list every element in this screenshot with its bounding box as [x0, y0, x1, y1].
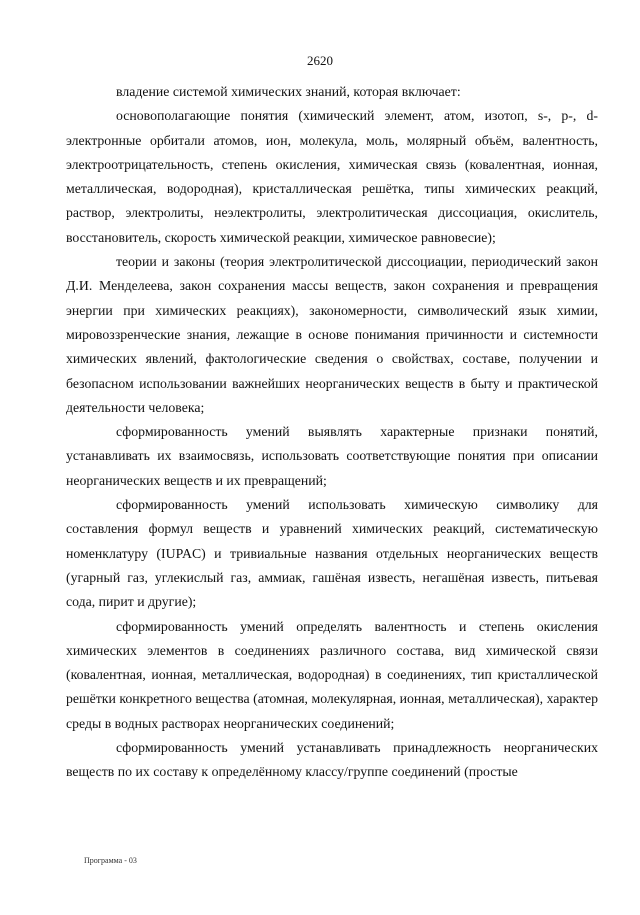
paragraph-basic-concepts: основополагающие понятия (химический элемент, атом, изотоп, s-, p-, d-электронные орбитали атомов, ион, молекула, моль, молярный объём, валентность, электроотрицательность, степень окисления, химическая связь (ковалентная, ионная, металлическая, водородная), кристаллическая решётка, типы химических реакций, раствор, электролиты, неэлектролиты, электролитическая диссоциация, окислитель, восстановитель, скорость химической реакции, химическое равновесие); — [66, 108, 598, 245]
body-text — [66, 80, 598, 785]
paragraph-intro: владение системой химических знаний, которая включает: — [116, 84, 461, 99]
page-number: 2620 — [307, 53, 333, 68]
paragraph-theories-laws: теории и законы (теория электролитической диссоциации, периодический закон Д.И. Менделеева, закон сохранения массы веществ, закон сохранения и превращения энергии при химических реакциях), закономерности, символический язык химии, мировоззренческие знания, лежащие в основе понимания причинности и системности химических явлений, фактологические сведения о свойствах, составе, получении и безопасном использовании важнейших неорганических веществ в быту и практической деятельности человека; — [66, 254, 598, 415]
paragraph-identify-features: сформированность умений выявлять характерные признаки понятий, устанавливать их взаимосвязь, использовать соответствующие понятия при описании неорганических веществ и их превращений; — [66, 424, 598, 488]
paragraph-valence-oxidation: сформированность умений определять валентность и степень окисления химических элементов в соединениях различного состава, вид химической связи (ковалентная, ионная, металлическая, водородная) в соединениях, тип кристаллической решётки конкретного вещества (атомная, молекулярная, ионная, металлическая), характер среды в водных растворах неорганических соединений; — [66, 618, 598, 731]
paragraph-chemical-symbols: сформированность умений использовать химическую символику для составления формул веществ и уравнений химических реакций, систематическую номенклатуру (IUPAC) и тривиальные названия отдельных неорганических веществ (угарный газ, углекислый газ, аммиак, гашёная известь, негашёная известь, питьевая сода, пирит и другие); — [66, 497, 598, 610]
footer-note: Программа - 03 — [84, 856, 137, 865]
paragraph-classification: сформированность умений устанавливать принадлежность неорганических веществ по их составу к определённому классу/группе соединений (простые — [66, 740, 598, 780]
